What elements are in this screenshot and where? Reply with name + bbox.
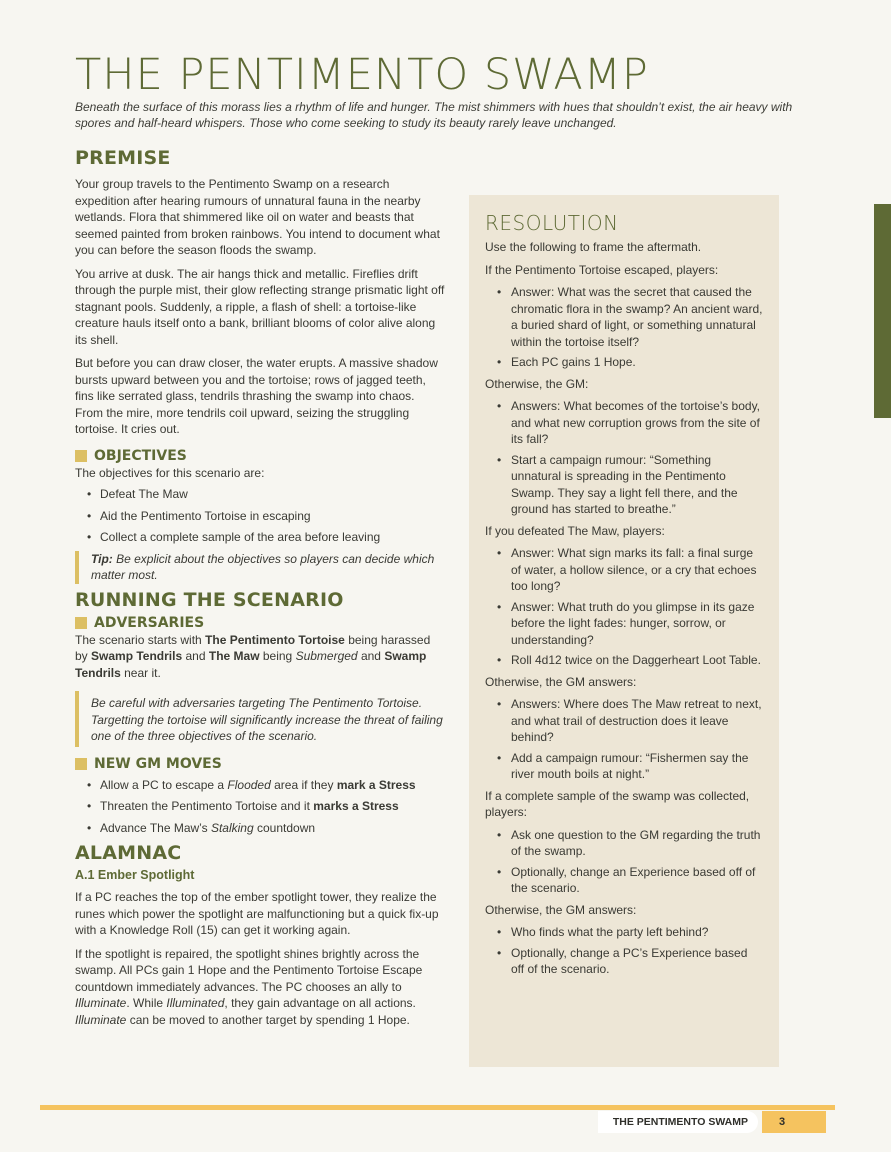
- list-item: • Optionally, change an Experience based off of the scenario.: [485, 864, 763, 897]
- list-item: • Answers: Where does The Maw retreat to next, and what trail of destruction does it leave behind?: [485, 696, 763, 746]
- list-item: • Answer: What was the secret that caused the chromatic flora in the swamp? An ancient ward, a buried shard of light, or something unnatural within the tortoise itself?: [485, 284, 763, 350]
- resolution-heading: RESOLUTION: [485, 211, 619, 235]
- left-column: [75, 146, 445, 1035]
- almanac-paragraph-1: If a PC reaches the top of the ember spotlight tower, they realize the runes which power the spotlight are malfunctioning but a quick fix-up with a Knowledge Roll (15) can get it working again.: [75, 890, 439, 937]
- list-item: • Answer: What sign marks its fall: a final surge of water, a hollow silence, or a cry that echoes too long?: [485, 545, 763, 595]
- almanac-subheading: A.1 Ember Spotlight: [75, 868, 195, 882]
- chapter-side-tab: [874, 204, 891, 418]
- premise-paragraph-1: Your group travels to the Pentimento Swamp on a research expedition after hearing rumours of unnatural fauna in the nearby wetlands. Flora that shimmered like oil on water and beasts that seemed painted from broken rainbows. You intend to document what you can before the season floods the swamp.: [75, 177, 440, 257]
- gm-moves-heading: NEW GM MOVES: [75, 755, 445, 773]
- footer-title: THE PENTIMENTO SWAMP: [598, 1111, 758, 1133]
- resolution-list: [485, 284, 763, 371]
- list-item: • Advance The Maw’s Stalking countdown: [75, 820, 445, 837]
- intro-text: Beneath the surface of this morass lies a rhythm of life and hunger. The mist shimmers with hues that shouldn’t exist, the air heavy with spores and half-heard whispers. Those who come seeking to study its beauty rarely leave unchanged.: [75, 100, 793, 130]
- premise-heading: PREMISE: [75, 147, 171, 169]
- page-title: THE PENTIMENTO SWAMP: [75, 50, 649, 100]
- objectives-intro: The objectives for this scenario are:: [75, 465, 265, 480]
- list-item: • Ask one question to the GM regarding the truth of the swamp.: [485, 827, 763, 860]
- almanac-heading: ALAMNAC: [75, 842, 182, 864]
- resolution-list: [485, 827, 763, 897]
- resolution-list: [485, 545, 763, 669]
- resolution-case: Otherwise, the GM answers:: [485, 902, 637, 917]
- list-item: • Defeat The Maw: [75, 486, 445, 503]
- list-item: • Collect a complete sample of the area before leaving: [75, 529, 445, 546]
- page-number: 3: [762, 1111, 826, 1133]
- tip-callout: Tip: Be explicit about the objectives so players can decide which matter most.: [75, 551, 445, 584]
- resolution-case: If a complete sample of the swamp was collected, players:: [485, 788, 750, 819]
- objectives-list: [75, 486, 445, 546]
- list-item: • Start a campaign rumour: “Something unnatural is spreading in the Pentimento Swamp. They say a light fell there, and the ground has started to breathe.”: [485, 452, 763, 518]
- warning-callout: Be careful with adversaries targeting The Pentimento Tortoise. Targetting the tortoise will significantly increase the threat of failing one of the three objectives of the scenario.: [75, 691, 445, 747]
- list-item: • Add a campaign rumour: “Fishermen say the river mouth boils at night.”: [485, 750, 763, 783]
- adversaries-heading: ADVERSARIES: [75, 614, 445, 632]
- running-heading: RUNNING THE SCENARIO: [75, 588, 344, 611]
- list-item: • Answer: What truth do you glimpse in its gaze before the light fades: hunger, sorrow, or understanding?: [485, 599, 763, 649]
- resolution-case: If the Pentimento Tortoise escaped, players:: [485, 262, 719, 277]
- list-item: • Each PC gains 1 Hope.: [485, 354, 763, 371]
- premise-paragraph-3: But before you can draw closer, the water erupts. A massive shadow bursts upward between you and the tortoise; rows of jagged teeth, fins like serrated glass, tendrils thrashing the swamp into chaos. From the mire, more tendrils coil upward, seizing the struggling tortoise. It cries out.: [75, 356, 438, 436]
- list-item: • Threaten the Pentimento Tortoise and it marks a Stress: [75, 798, 445, 815]
- list-item: • Who finds what the party left behind?: [485, 924, 763, 941]
- resolution-list: [485, 398, 763, 518]
- objectives-heading: OBJECTIVES: [75, 447, 445, 465]
- resolution-case: Otherwise, the GM answers:: [485, 674, 637, 689]
- gm-moves-list: [75, 777, 445, 837]
- footer-bar: [40, 1105, 835, 1110]
- resolution-list: [485, 924, 763, 978]
- list-item: • Allow a PC to escape a Flooded area if they mark a Stress: [75, 777, 445, 794]
- almanac-paragraph-2: If the spotlight is repaired, the spotlight shines brightly across the swamp. All PCs gain 1 Hope and the Pentimento Tortoise Escape countdown immediately advances. The PC chooses an ally to Illuminate. While Illuminated, they gain advantage on all actions. Illuminate can be moved to another target by spending 1 Hope.: [75, 946, 423, 1027]
- resolution-box: [469, 195, 779, 1067]
- adversaries-text: The scenario starts with The Pentimento Tortoise being harassed by Swamp Tendrils and The Maw being Submerged and Swamp Tendrils near it.: [75, 632, 431, 680]
- resolution-case: If you defeated The Maw, players:: [485, 523, 665, 538]
- list-item: • Roll 4d12 twice on the Daggerheart Loot Table.: [485, 652, 763, 669]
- list-item: • Optionally, change a PC’s Experience based off of the scenario.: [485, 945, 763, 978]
- resolution-case: Otherwise, the GM:: [485, 376, 589, 391]
- premise-paragraph-2: You arrive at dusk. The air hangs thick and metallic. Fireflies drift through the purple mist, their glow reflecting strange prismatic light off stagnant pools. Suddenly, a ripple, a flash of shell: a tortoise-like creature hauls itself onto a bank, brilliant blooms of color alive along its shell.: [75, 266, 445, 347]
- resolution-intro: Use the following to frame the aftermath.: [485, 240, 702, 254]
- heading-square-icon: [75, 758, 87, 770]
- list-item: • Answers: What becomes of the tortoise’s body, and what new corruption grows from the site of its fall?: [485, 398, 763, 448]
- heading-square-icon: [75, 617, 87, 629]
- list-item: • Aid the Pentimento Tortoise in escaping: [75, 508, 445, 525]
- resolution-list: [485, 696, 763, 783]
- heading-square-icon: [75, 450, 87, 462]
